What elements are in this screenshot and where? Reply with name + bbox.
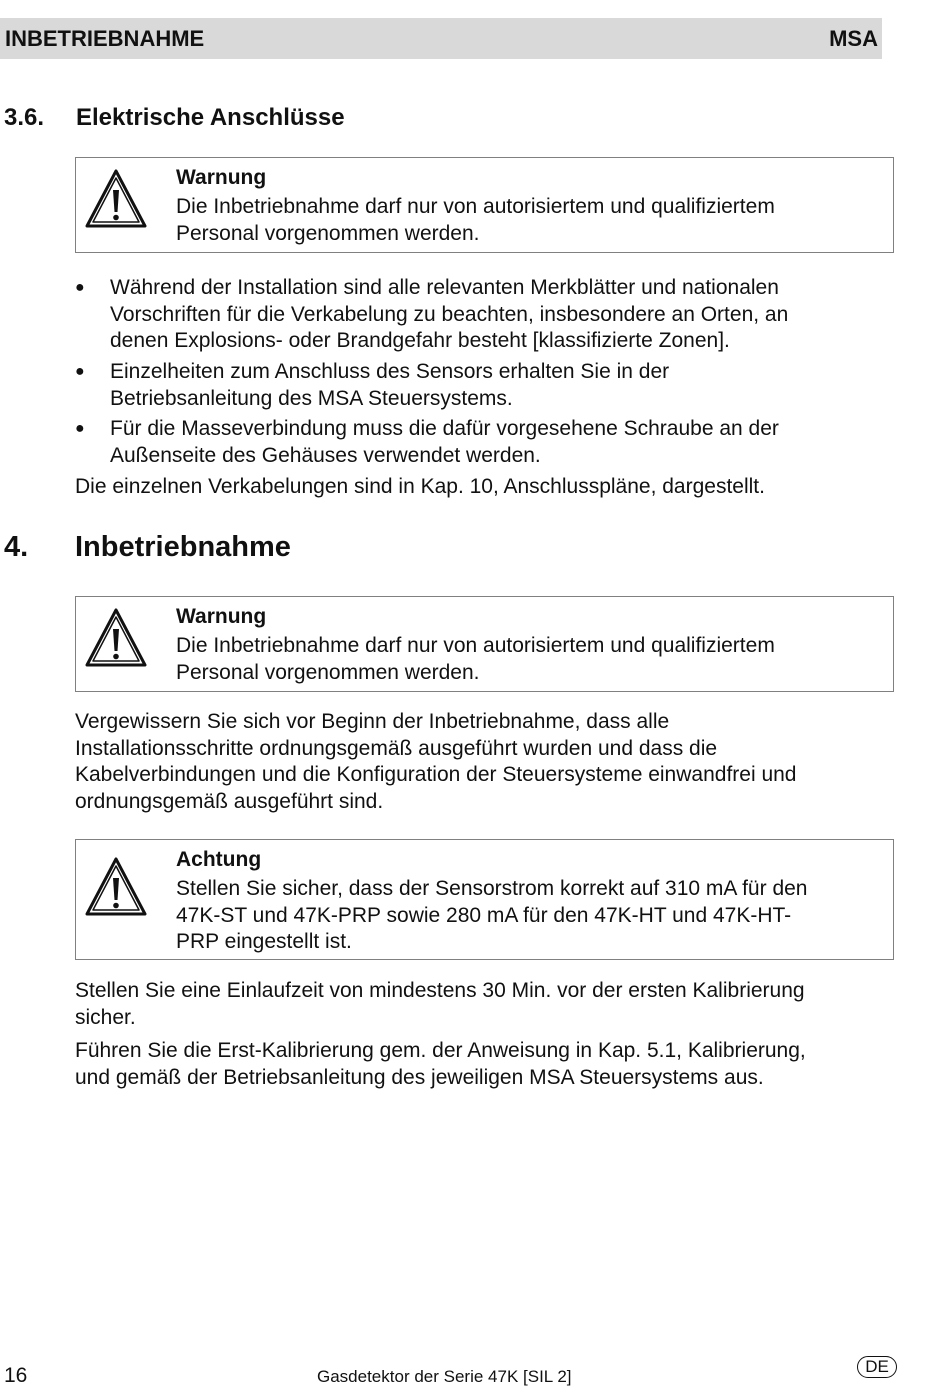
paragraph-warmup bbox=[75, 978, 875, 1031]
caution-text-line: 47K-ST und 47K-PRP sowie 280 mA für den 47K-HT und 47K-HT- bbox=[176, 903, 792, 927]
warning-title: Warnung bbox=[176, 605, 267, 628]
list-item-line: Vorschriften für die Verkabelung zu beachten, insbesondere an Orten, an bbox=[110, 302, 789, 326]
paragraph-line: und gemäß der Betriebsanleitung des jeweiligen MSA Steuersystems aus. bbox=[75, 1065, 764, 1089]
bullet-icon: ● bbox=[75, 279, 85, 296]
warning-box bbox=[75, 157, 894, 253]
warning-box bbox=[75, 596, 894, 692]
warning-text bbox=[176, 633, 876, 686]
bullet-icon: ● bbox=[75, 363, 85, 380]
paragraph-line: Vergewissern Sie sich vor Beginn der Inbetriebnahme, dass alle bbox=[75, 710, 670, 733]
header-chapter-title: INBETRIEBNAHME bbox=[5, 26, 205, 51]
warning-title: Warnung bbox=[176, 166, 267, 189]
bullet-icon: ● bbox=[75, 420, 85, 437]
list-item-line: Für die Masseverbindung muss die dafür vorgesehene Schraube an der bbox=[110, 417, 779, 440]
caution-title: Achtung bbox=[176, 848, 262, 871]
warning-text-line: Personal vorgenommen werden. bbox=[176, 221, 480, 245]
warning-triangle-icon bbox=[84, 607, 148, 669]
section-number: 4. bbox=[4, 531, 29, 563]
list-item-line: Während der Installation sind alle relevanten Merkblätter und nationalen bbox=[110, 276, 779, 299]
section-title: Elektrische Anschlüsse bbox=[76, 104, 345, 131]
paragraph-calibration bbox=[75, 1038, 875, 1091]
section-heading-3-6 bbox=[4, 103, 345, 133]
warning-text bbox=[176, 194, 876, 247]
caution-text bbox=[176, 876, 876, 956]
paragraph-line: Installationsschritte ordnungsgemäß ausgeführt wurden und dass die bbox=[75, 736, 718, 760]
section-heading-4 bbox=[4, 529, 291, 565]
paragraph-verify bbox=[75, 709, 875, 815]
language-badge: DE bbox=[857, 1356, 897, 1378]
warning-triangle-icon bbox=[84, 168, 148, 230]
warning-text-line: Personal vorgenommen werden. bbox=[176, 660, 480, 684]
caution-text-line: PRP eingestellt ist. bbox=[176, 930, 352, 953]
caution-box bbox=[75, 839, 894, 960]
warning-triangle-icon bbox=[84, 856, 148, 918]
caution-text-line: Stellen Sie sicher, dass der Sensorstrom korrekt auf 310 mA für den bbox=[176, 877, 808, 900]
paragraph-line: Kabelverbindungen und die Konfiguration der Steuersysteme einwandfrei und bbox=[75, 763, 797, 786]
footer-doc-title: Gasdetektor der Serie 47K [SIL 2] bbox=[317, 1367, 572, 1386]
list-item-line: Außenseite des Gehäuses verwendet werden. bbox=[110, 443, 541, 467]
paragraph-cabling: Die einzelnen Verkabelungen sind in Kap. 10, Anschlusspläne, dargestellt. bbox=[75, 475, 765, 498]
paragraph-line: Führen Sie die Erst-Kalibrierung gem. der Anweisung in Kap. 5.1, Kalibrierung, bbox=[75, 1039, 806, 1062]
section-title: Inbetriebnahme bbox=[75, 531, 291, 563]
paragraph-line: sicher. bbox=[75, 1005, 136, 1029]
list-item-line: denen Explosions- oder Brandgefahr besteht [klassifizierte Zonen]. bbox=[110, 329, 730, 352]
list-item-line: Betriebsanleitung des MSA Steuersystems. bbox=[110, 386, 513, 410]
warning-text-line: Die Inbetriebnahme darf nur von autorisiertem und qualifiziertem bbox=[176, 195, 775, 218]
page-number: 16 bbox=[4, 1364, 28, 1387]
warning-text-line: Die Inbetriebnahme darf nur von autorisiertem und qualifiziertem bbox=[176, 634, 775, 657]
section-number: 3.6. bbox=[4, 104, 45, 131]
paragraph-line: Stellen Sie eine Einlaufzeit von mindestens 30 Min. vor der ersten Kalibrierung bbox=[75, 979, 805, 1002]
paragraph-line: ordnungsgemäß ausgeführt sind. bbox=[75, 789, 384, 813]
header-brand: MSA bbox=[829, 26, 878, 51]
list-item-line: Einzelheiten zum Anschluss des Sensors erhalten Sie in der bbox=[110, 360, 670, 383]
